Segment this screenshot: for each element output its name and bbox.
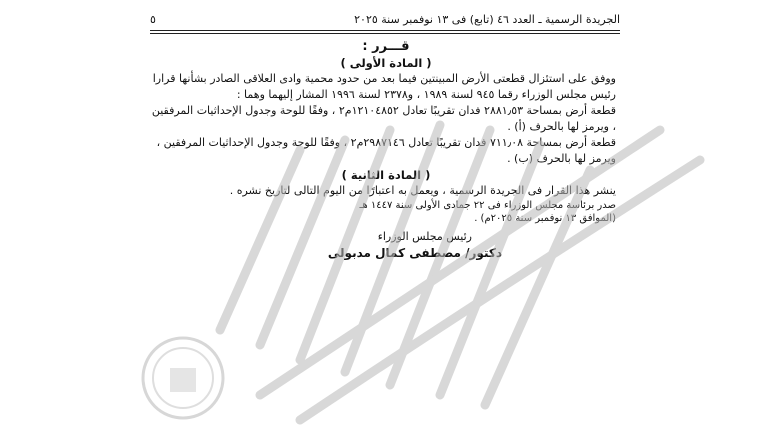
page-number: ٥ bbox=[150, 13, 156, 26]
header-rule-top bbox=[150, 30, 620, 31]
signatory-name: دكتور/ مصطفى كمال مدبولى bbox=[327, 246, 502, 260]
corresponding-date: (الموافق ١٣ نوفمبر سنة ٢٠٢٥م) . bbox=[474, 213, 616, 224]
signatory-title: رئيس مجلس الوزراء bbox=[377, 230, 472, 243]
issued-line: صدر برئاسة مجلس الوزراء فى ٢٢ جمادى الأولى سنة ١٤٤٧ هـ bbox=[359, 200, 616, 211]
decree-body bbox=[150, 38, 622, 261]
header-rule-bottom bbox=[150, 33, 620, 34]
article-1-heading: ( المادة الأولى ) bbox=[340, 56, 432, 70]
article-1-paragraph: ووفق على استئزال قطعتى الأرض المبينتين فيما بعد من حدود محمية وادى العلاقى الصادر بشأنها قرارا رئيس مجلس الوزراء رقما ٩٤٥ لسنة ١٩٨٩ ، و٢٣٧٨ لسنة ١٩٩٦ المشار إليهما وهما : bbox=[152, 72, 616, 101]
gazette-header-title: الجريدة الرسمية ـ العدد ٤٦ (تابع) فى ١٣ نوفمبر سنة ٢٠٢٥ bbox=[354, 13, 620, 26]
article-2-heading: ( المادة الثانية ) bbox=[341, 168, 431, 182]
page-header bbox=[150, 10, 620, 30]
article-2-paragraph: ينشر هذا القرار فى الجريدة الرسمية ، ويعمل به اعتبارًا من اليوم التالى لتاريخ نشره . bbox=[229, 184, 616, 197]
decree-title: قـــرر : bbox=[362, 39, 410, 54]
plot-a-description: قطعة أرض بمساحة ٢٨٨١٫٥٣ فدان تقريبًا تعادل ١٢١٠٤٨٥٢م٢ ، وفقًا للوحة وجدول الإحداثيات المرفقين ، ويرمز لها بالحرف (أ) . bbox=[151, 104, 616, 133]
seal-stamp bbox=[143, 338, 223, 418]
plot-b-description: قطعة أرض بمساحة ٧١١٫٠٨ فدان تقريبًا تعادل ٢٩٨٧١٤٦م٢ ، وفقًا للوحة وجدول الإحداثيات المرفقين ، ويرمز لها بالحرف (ب) . bbox=[156, 136, 616, 165]
